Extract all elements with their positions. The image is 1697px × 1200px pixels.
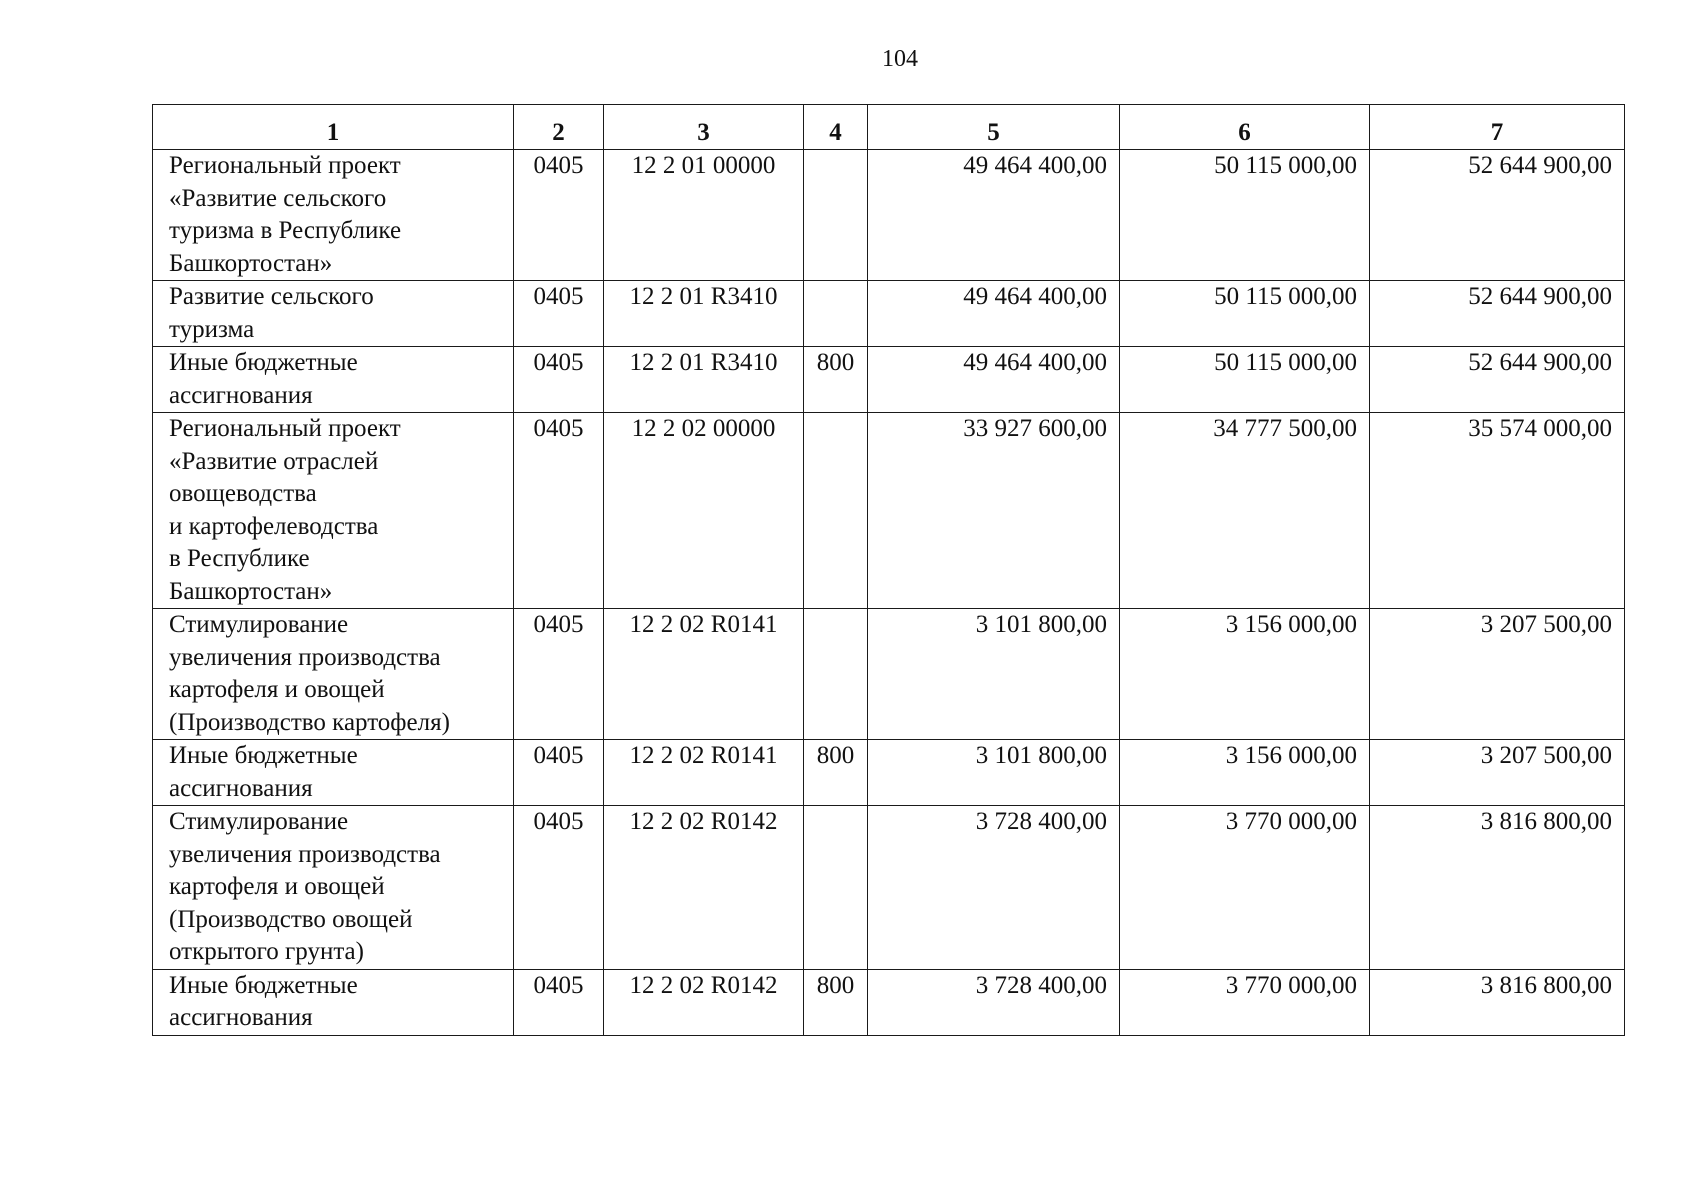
row-name-line: Иные бюджетные	[169, 971, 358, 999]
amount-col6-cell: 50 115 000,00	[1120, 281, 1370, 347]
row-name-line: картофеля и овощей	[169, 676, 385, 703]
amount-col7-cell: 52 644 900,00	[1370, 347, 1625, 413]
amount-col6-cell: 50 115 000,00	[1120, 150, 1370, 281]
row-name-line: Развитие сельского	[169, 283, 374, 310]
section-cell: 0405	[514, 806, 604, 970]
budget-table	[152, 104, 1625, 1036]
table-row	[153, 806, 1625, 970]
section-cell: 0405	[514, 281, 604, 347]
amount-col6-cell: 34 777 500,00	[1120, 413, 1370, 609]
amount-col7-cell: 3 207 500,00	[1370, 609, 1625, 740]
row-name-line: (Производство картофеля)	[169, 708, 450, 736]
row-name-line: и картофелеводства	[169, 512, 379, 540]
column-header: 6	[1120, 105, 1370, 150]
amount-col6-cell: 50 115 000,00	[1120, 347, 1370, 413]
expense-type-cell: 800	[804, 347, 868, 413]
amount-col6-cell: 3 156 000,00	[1120, 609, 1370, 740]
amount-col7-cell: 3 816 800,00	[1370, 806, 1625, 970]
section-cell: 0405	[514, 740, 604, 806]
amount-col6-cell: 3 770 000,00	[1120, 969, 1370, 1035]
amount-col7-cell: 35 574 000,00	[1370, 413, 1625, 609]
row-name-line: увеличения производства	[169, 643, 441, 671]
row-name-line: увеличения производства	[169, 840, 441, 868]
code-cell: 12 2 02 R0141	[604, 609, 804, 740]
table-row	[153, 969, 1625, 1035]
expense-type-cell: 800	[804, 969, 868, 1035]
section-cell: 0405	[514, 969, 604, 1035]
row-name-line: «Развитие сельского	[169, 184, 387, 212]
section-cell: 0405	[514, 413, 604, 609]
expense-type-cell	[804, 609, 868, 740]
row-name-cell	[153, 969, 514, 1035]
amount-col5-cell: 49 464 400,00	[868, 347, 1120, 413]
expense-type-cell	[804, 281, 868, 347]
code-cell: 12 2 01 R3410	[604, 281, 804, 347]
column-header: 5	[868, 105, 1120, 150]
row-name-line: туризма	[169, 315, 255, 343]
row-name-line: Стимулирование	[169, 611, 349, 638]
code-cell: 12 2 01 00000	[604, 150, 804, 281]
row-name-line: в Республике	[169, 545, 310, 572]
expense-type-cell	[804, 806, 868, 970]
section-cell: 0405	[514, 609, 604, 740]
amount-col6-cell: 3 156 000,00	[1120, 740, 1370, 806]
table-header-row	[153, 105, 1625, 150]
column-header: 1	[153, 105, 514, 150]
table-row	[153, 281, 1625, 347]
row-name-cell	[153, 806, 514, 970]
row-name-line: Иные бюджетные	[169, 349, 358, 376]
row-name-cell	[153, 413, 514, 609]
column-header: 3	[604, 105, 804, 150]
table-row	[153, 347, 1625, 413]
amount-col7-cell: 52 644 900,00	[1370, 281, 1625, 347]
code-cell: 12 2 02 R0142	[604, 969, 804, 1035]
amount-col5-cell: 33 927 600,00	[868, 413, 1120, 609]
expense-type-cell	[804, 413, 868, 609]
amount-col7-cell: 52 644 900,00	[1370, 150, 1625, 281]
page-number: 104	[882, 46, 918, 72]
code-cell: 12 2 02 R0141	[604, 740, 804, 806]
code-cell: 12 2 01 R3410	[604, 347, 804, 413]
column-header: 7	[1370, 105, 1625, 150]
row-name-line: овощеводства	[169, 480, 317, 507]
amount-col5-cell: 3 101 800,00	[868, 740, 1120, 806]
row-name-cell	[153, 150, 514, 281]
amount-col7-cell: 3 816 800,00	[1370, 969, 1625, 1035]
code-cell: 12 2 02 00000	[604, 413, 804, 609]
column-header: 2	[514, 105, 604, 150]
row-name-line: открытого грунта)	[169, 938, 364, 965]
row-name-line: туризма в Республике	[169, 217, 402, 244]
row-name-cell	[153, 347, 514, 413]
row-name-cell	[153, 740, 514, 806]
row-name-line: Стимулирование	[169, 808, 349, 835]
row-name-line: ассигнования	[169, 381, 313, 409]
row-name-line: ассигнования	[169, 1004, 313, 1031]
column-header: 4	[804, 105, 868, 150]
row-name-line: ассигнования	[169, 774, 313, 802]
row-name-cell	[153, 281, 514, 347]
row-name-line: Башкортостан»	[169, 577, 333, 605]
row-name-line: Региональный проект	[169, 415, 401, 442]
row-name-line: картофеля и овощей	[169, 873, 385, 900]
table-row	[153, 740, 1625, 806]
expense-type-cell	[804, 150, 868, 281]
amount-col5-cell: 49 464 400,00	[868, 281, 1120, 347]
row-name-line: «Развитие отраслей	[169, 447, 379, 475]
table-body	[153, 150, 1625, 1036]
amount-col7-cell: 3 207 500,00	[1370, 740, 1625, 806]
amount-col6-cell: 3 770 000,00	[1120, 806, 1370, 970]
expense-type-cell: 800	[804, 740, 868, 806]
row-name-line: Региональный проект	[169, 152, 401, 179]
amount-col5-cell: 3 728 400,00	[868, 969, 1120, 1035]
amount-col5-cell: 3 101 800,00	[868, 609, 1120, 740]
amount-col5-cell: 3 728 400,00	[868, 806, 1120, 970]
row-name-line: Башкортостан»	[169, 249, 333, 277]
table-row	[153, 150, 1625, 281]
row-name-line: (Производство овощей	[169, 905, 413, 933]
code-cell: 12 2 02 R0142	[604, 806, 804, 970]
section-cell: 0405	[514, 150, 604, 281]
section-cell: 0405	[514, 347, 604, 413]
row-name-line: Иные бюджетные	[169, 742, 358, 769]
table-row	[153, 413, 1625, 609]
amount-col5-cell: 49 464 400,00	[868, 150, 1120, 281]
row-name-cell	[153, 609, 514, 740]
table-row	[153, 609, 1625, 740]
